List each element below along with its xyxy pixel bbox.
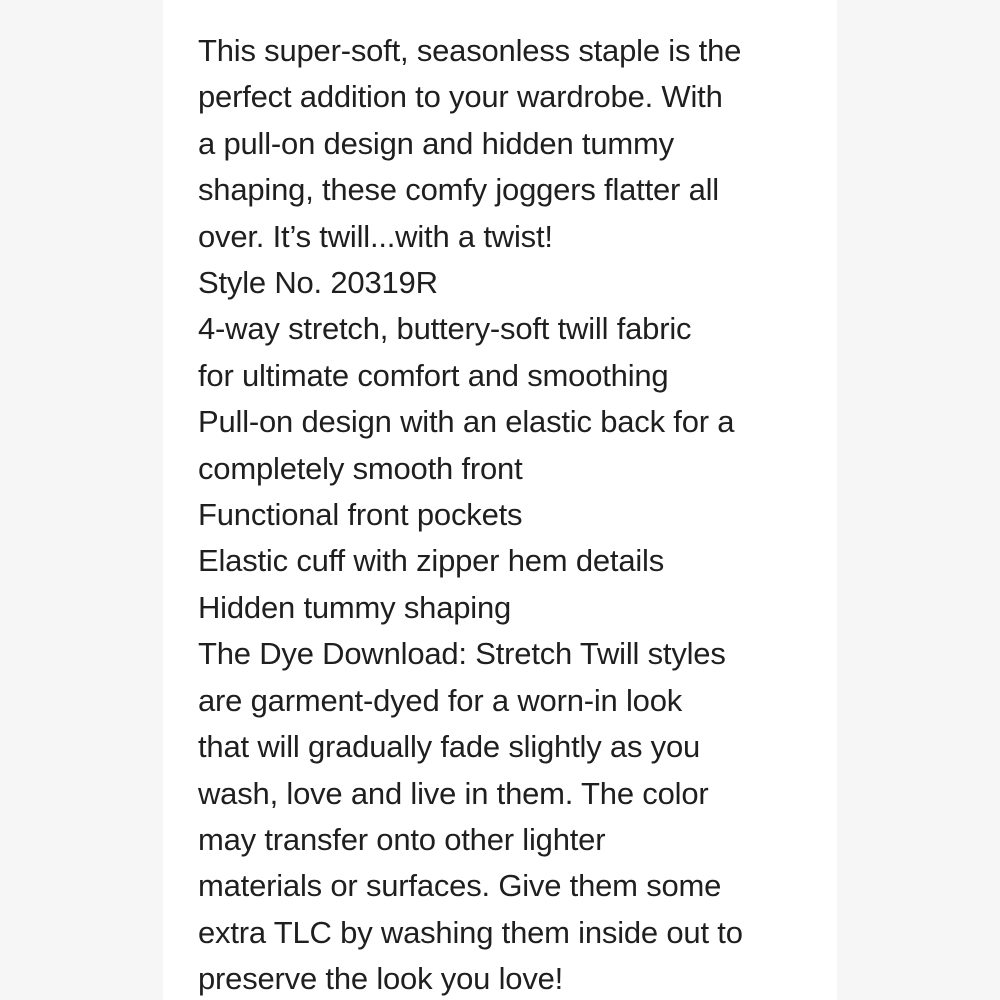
description-line: shaping, these comfy joggers flatter all (198, 172, 719, 208)
care-note-line: The Dye Download: Stretch Twill styles (198, 636, 726, 672)
feature-line: completely smooth front (198, 450, 523, 486)
care-note-line: extra TLC by washing them inside out to (198, 914, 743, 950)
care-note-line: preserve the look you love! (198, 961, 564, 997)
description-line: over. It’s twill...with a twist! (198, 218, 553, 254)
description-line: This super-soft, seasonless staple is the (198, 33, 742, 68)
care-note-line: are garment-dyed for a worn-in look (198, 682, 683, 718)
care-note-line: may transfer onto other lighter (198, 821, 606, 857)
feature-line: 4-way stretch, buttery-soft twill fabric (198, 311, 692, 347)
style-number: Style No. 20319R (198, 265, 438, 301)
description-line: perfect addition to your wardrobe. With (198, 79, 723, 115)
feature-line: Elastic cuff with zipper hem details (198, 543, 665, 579)
feature-line: Pull-on design with an elastic back for a (198, 404, 735, 440)
feature-line: for ultimate comfort and smoothing (198, 357, 669, 393)
care-note-line: wash, love and live in them. The color (198, 775, 709, 811)
description-line: a pull-on design and hidden tummy (198, 125, 674, 161)
product-description-text (198, 28, 837, 1000)
feature-line: Hidden tummy shaping (198, 589, 512, 625)
feature-line: Functional front pockets (198, 497, 523, 533)
care-note-line: materials or surfaces. Give them some (198, 868, 722, 904)
care-note-line: that will gradually fade slightly as you (198, 729, 701, 765)
product-description-card (163, 0, 837, 1000)
